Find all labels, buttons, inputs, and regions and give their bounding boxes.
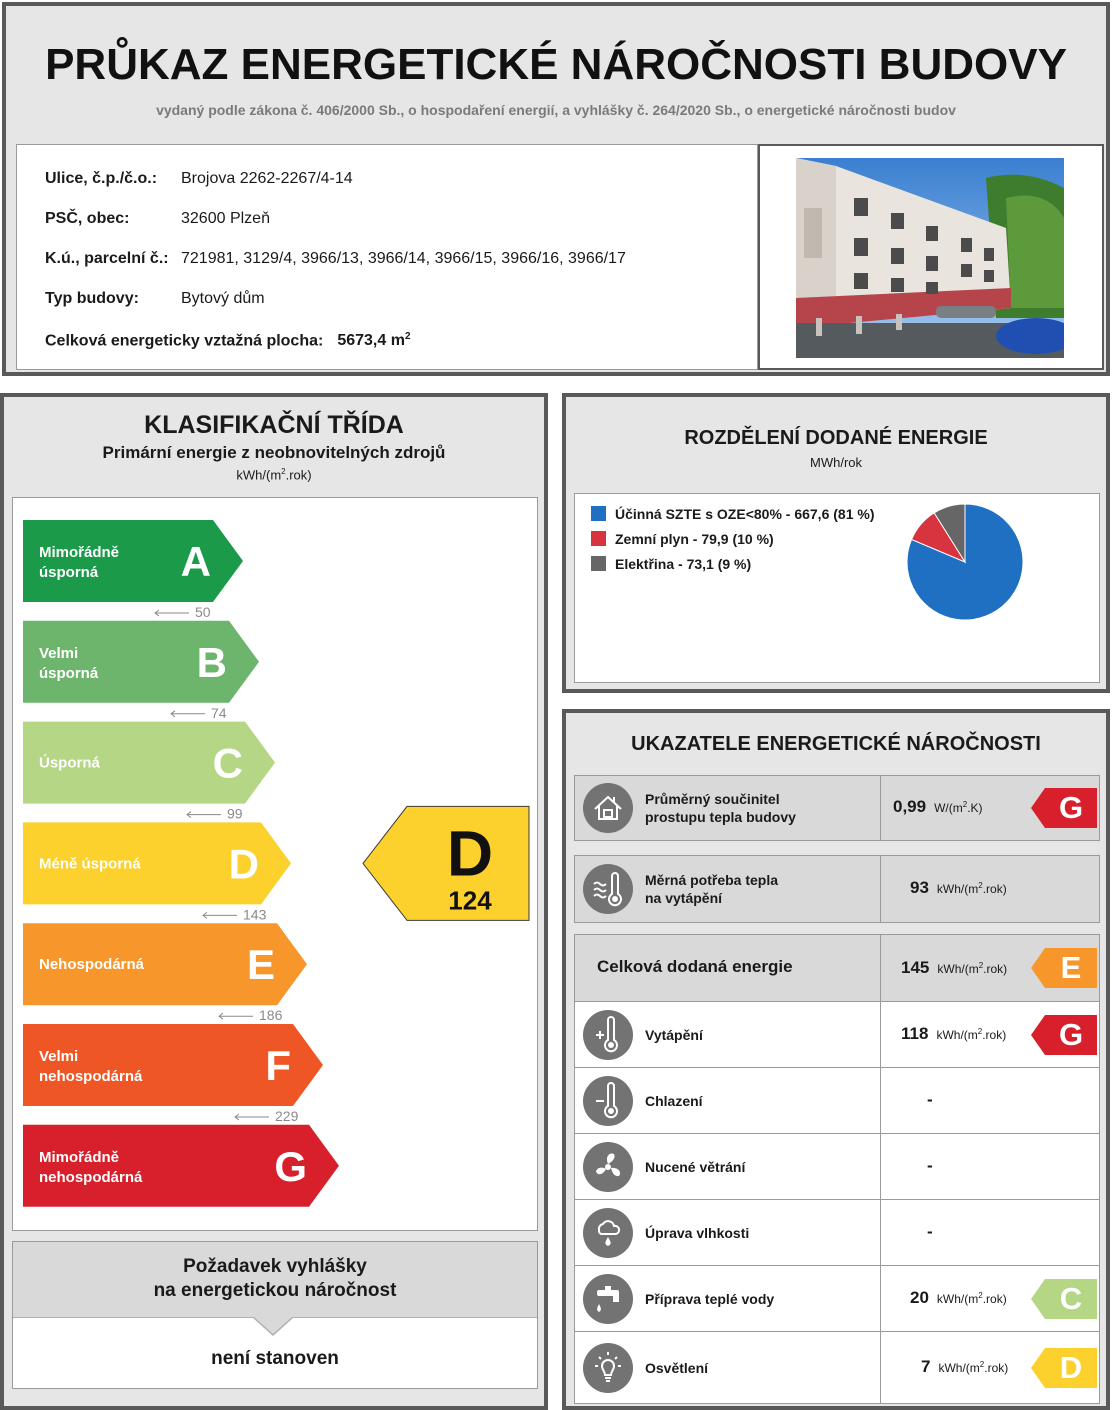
class-label-g: Mimořádně	[39, 1148, 120, 1166]
lighting-value: 7 kWh/$(m^2.rok)$	[921, 1357, 1009, 1376]
street-label: Ulice, č.p./č.o.:	[45, 170, 158, 187]
class-label-a: úsporná	[39, 564, 99, 581]
threshold-label: 143	[243, 906, 267, 923]
distribution-chart-card	[574, 493, 1100, 683]
total-energy-label: Celková dodaná energie	[597, 957, 793, 976]
heating-row	[575, 1001, 1099, 1067]
classification-unit: kWh/$(m^2.rok)$	[236, 467, 312, 483]
heating-label: Vytápění	[645, 1027, 703, 1043]
building-photo	[796, 158, 1064, 358]
energy-distribution-panel	[562, 393, 1110, 693]
class-label-b: úsporná	[39, 664, 99, 682]
class-letter-f: F	[265, 1042, 291, 1089]
heat-demand-box	[574, 855, 1100, 923]
requirement-value: není stanoven	[211, 1348, 339, 1369]
class-label-f: nehospodárná	[39, 1068, 143, 1085]
u-value-row	[575, 776, 1099, 840]
lighting-label: Osvětlení	[645, 1360, 709, 1376]
u-value-class-badge: G	[1031, 788, 1097, 828]
parcel-label: K.ú., parcelní č.:	[45, 250, 169, 267]
u-value-label: Průměrný součinitel prostupu tepla budovy	[645, 791, 796, 825]
area-label: Celková energeticky vztažná plocha:	[45, 332, 324, 350]
legend-label: Elektřina - 73,1 (9 %)	[615, 556, 752, 572]
house-icon	[583, 783, 633, 833]
requirement-card	[12, 1241, 538, 1389]
cooling-value: -	[927, 1090, 933, 1109]
energy-class-scale	[12, 497, 538, 1231]
threshold-label: 99	[227, 805, 243, 822]
page-subtitle: vydaný podle zákona č. 406/2000 Sb., o hospodaření energií, a vyhlášky č. 264/2020 Sb., o energetické náročnosti budov	[156, 102, 956, 118]
requirement-header	[13, 1242, 537, 1318]
legend-item-natural-gas	[591, 531, 774, 547]
total-energy-value: 145 kWh/$(m^2.rok)$	[901, 958, 1008, 977]
heating-thermometer-icon	[583, 1010, 633, 1060]
type-value: Bytový dům	[181, 290, 265, 307]
class-scale-chart	[13, 498, 537, 1230]
class-letter-g: G	[274, 1142, 307, 1190]
humidity-value: -	[927, 1222, 933, 1241]
legend-item-district-heating	[591, 506, 875, 522]
zip-label: PSČ, obec:	[45, 210, 130, 227]
class-letter-a: A	[180, 538, 211, 585]
type-row	[45, 290, 265, 308]
delivered-energy-box	[574, 934, 1100, 1404]
fan-icon	[583, 1142, 633, 1192]
hot-water-value: 20 kWh/$(m^2.rok)$	[910, 1288, 1007, 1307]
type-label: Typ budovy:	[45, 290, 139, 307]
cooling-label: Chlazení	[645, 1093, 703, 1109]
legend-swatch	[591, 506, 606, 521]
area-row	[45, 331, 411, 350]
class-label-e: Nehospodárná	[39, 956, 145, 974]
street-value: Brojova 2262-2267/4-14	[181, 170, 353, 187]
total-energy-row	[575, 935, 1099, 1001]
threshold-label: 229	[275, 1108, 299, 1124]
class-label-c: Úsporná	[39, 754, 100, 772]
zip-value: 32600 Plzeň	[181, 210, 270, 227]
heating-value: 118 kWh/$(m^2.rok)$	[901, 1024, 1007, 1043]
class-label-a: Mimořádně	[39, 544, 120, 561]
distribution-unit: MWh/rok	[810, 455, 862, 470]
ventilation-value: -	[927, 1156, 933, 1175]
class-label-f: Velmi	[39, 1048, 79, 1065]
heat-demand-value: 93 kWh/$(m^2.rok)$	[910, 878, 1007, 897]
requirement-title-line1: Požadavek vyhlášky	[183, 1256, 367, 1277]
zip-row	[45, 210, 270, 228]
threshold-label: 74	[211, 704, 227, 721]
class-label-b: Velmi	[39, 644, 79, 662]
hot-water-class-badge: C	[1031, 1279, 1097, 1319]
cooling-row	[575, 1067, 1099, 1133]
classification-panel	[0, 393, 548, 1410]
heating-class-badge: G	[1031, 1015, 1097, 1055]
indicators-title: UKAZATELE ENERGETICKÉ NÁROČNOSTI	[631, 733, 1041, 755]
humidity-icon	[583, 1208, 633, 1258]
threshold-label: 50	[195, 604, 211, 620]
class-letter-d: D	[228, 840, 259, 888]
legend-item-electricity	[591, 556, 751, 572]
lighting-class-badge: D	[1031, 1348, 1097, 1388]
building-info	[16, 144, 758, 370]
ventilation-label: Nucené větrání	[645, 1159, 746, 1175]
heat-demand-row	[575, 856, 1099, 922]
classification-title: KLASIFIKAČNÍ TŘÍDA	[144, 411, 404, 439]
legend-swatch	[591, 556, 606, 571]
class-label-d: Méně úsporná	[39, 855, 141, 873]
parcel-row	[45, 250, 626, 268]
page-title: PRŮKAZ ENERGETICKÉ NÁROČNOSTI BUDOVY	[45, 40, 1067, 89]
distribution-pie-chart	[903, 500, 1027, 624]
indicators-panel	[562, 709, 1110, 1410]
class-letter-c: C	[212, 739, 243, 787]
area-value: 5673,4 m	[337, 332, 405, 350]
heat-demand-label: Měrná potřeba tepla na vytápění	[645, 872, 779, 906]
header-panel	[2, 2, 1110, 376]
classification-subtitle: Primární energie z neobnovitelných zdrojů	[102, 443, 446, 462]
distribution-title: ROZDĚLENÍ DODANÉ ENERGIE	[684, 427, 988, 449]
hot-water-label: Příprava teplé vody	[645, 1291, 775, 1307]
current-class-value: 124	[448, 885, 492, 916]
cooling-thermometer-icon	[583, 1076, 633, 1126]
u-value-box	[574, 775, 1100, 841]
legend-label: Zemní plyn - 79,9 (10 %)	[615, 531, 774, 547]
legend-swatch	[591, 531, 606, 546]
class-letter-b: B	[196, 638, 227, 686]
total-energy-class-badge: E	[1031, 948, 1097, 988]
humidity-label: Úprava vlhkosti	[645, 1225, 750, 1241]
u-value-value: 0,99 $W/(m^2.K)$	[893, 797, 983, 816]
street-row	[45, 170, 353, 188]
threshold-label: 186	[259, 1007, 283, 1024]
lighting-row	[575, 1331, 1099, 1403]
legend-label: Účinná SZTE s OZE<80% - 667,6 (81 %)	[615, 506, 875, 522]
ventilation-row	[575, 1133, 1099, 1199]
parcel-value: 721981, 3129/4, 3966/13, 3966/14, 3966/15, 3966/16, 3966/17	[181, 250, 626, 267]
building-photo-card	[758, 144, 1104, 370]
faucet-icon	[583, 1274, 633, 1324]
class-letter-e: E	[246, 941, 275, 989]
area-sup: 2	[404, 331, 411, 342]
class-label-g: nehospodárná	[39, 1168, 143, 1186]
humidity-row	[575, 1199, 1099, 1265]
hot-water-row	[575, 1265, 1099, 1331]
light-bulb-icon	[583, 1343, 633, 1393]
current-class-letter: D	[446, 817, 494, 890]
requirement-title-line2: na energetickou náročnost	[153, 1280, 397, 1301]
heat-thermometer-icon	[583, 864, 633, 914]
